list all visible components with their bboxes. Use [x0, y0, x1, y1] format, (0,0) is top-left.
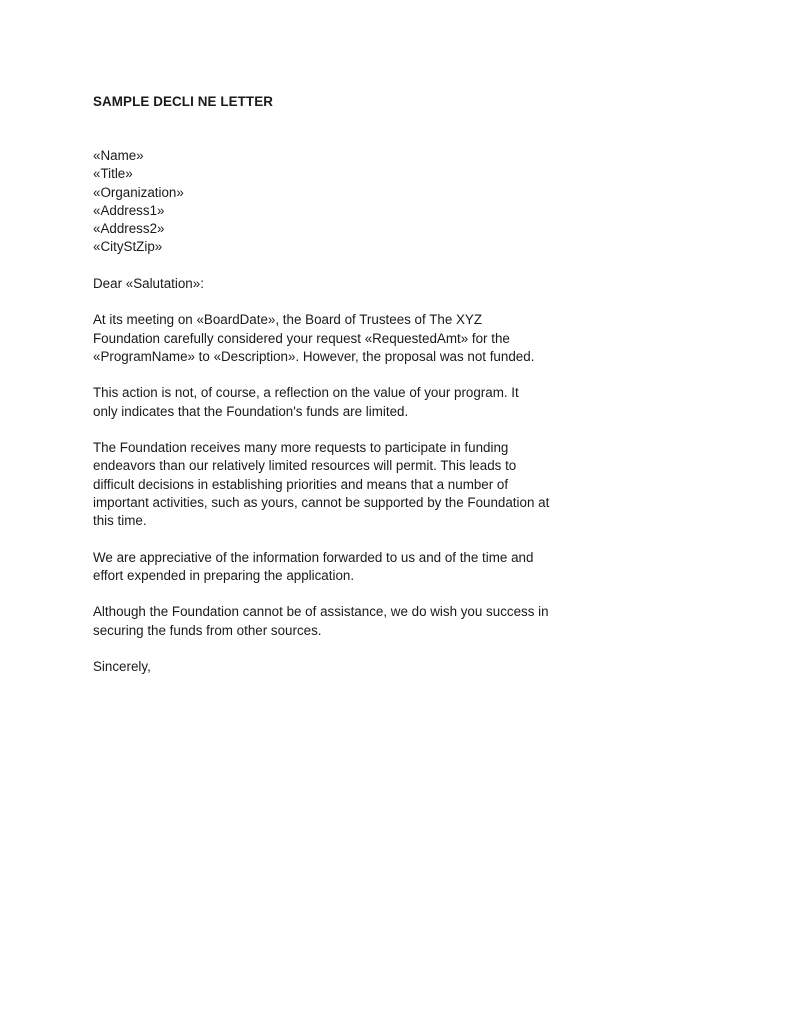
paragraph-requests: The Foundation receives many more requests to participate in funding endeavors than our relatively limited resources will permit. This leads to difficult decisions in establishing priorities and means that a number of important activities, such as yours, cannot be supported by the Foundation at this time. — [93, 440, 550, 529]
recipient-address1: «Address1» — [93, 202, 165, 218]
letter-closing: Sincerely, — [93, 659, 151, 675]
recipient-name: «Name» — [93, 148, 144, 164]
letter-salutation: Dear «Salutation»: — [93, 275, 204, 291]
paragraph-meeting: At its meeting on «BoardDate», the Board of Trustees of The XYZ Foundation carefully considered your request «RequestedAmt» for the «ProgramName» to «Description». However, the proposal was not funded. — [93, 312, 535, 364]
recipient-citystzip: «CityStZip» — [93, 239, 163, 255]
letter-body — [93, 93, 633, 676]
recipient-address-block — [93, 147, 633, 256]
paragraph-reflection: This action is not, of course, a reflection on the value of your program. It only indicates that the Foundation's funds are limited. — [93, 385, 519, 419]
recipient-address2: «Address2» — [93, 221, 165, 237]
recipient-organization: «Organization» — [93, 184, 184, 200]
recipient-title: «Title» — [93, 166, 133, 182]
paragraph-appreciation: We are appreciative of the information forwarded to us and of the time and effort expended in preparing the application. — [93, 549, 534, 583]
letter-title: SAMPLE DECLI NE LETTER — [93, 94, 274, 109]
paragraph-success: Although the Foundation cannot be of assistance, we do wish you success in securing the funds from other sources. — [93, 604, 549, 638]
